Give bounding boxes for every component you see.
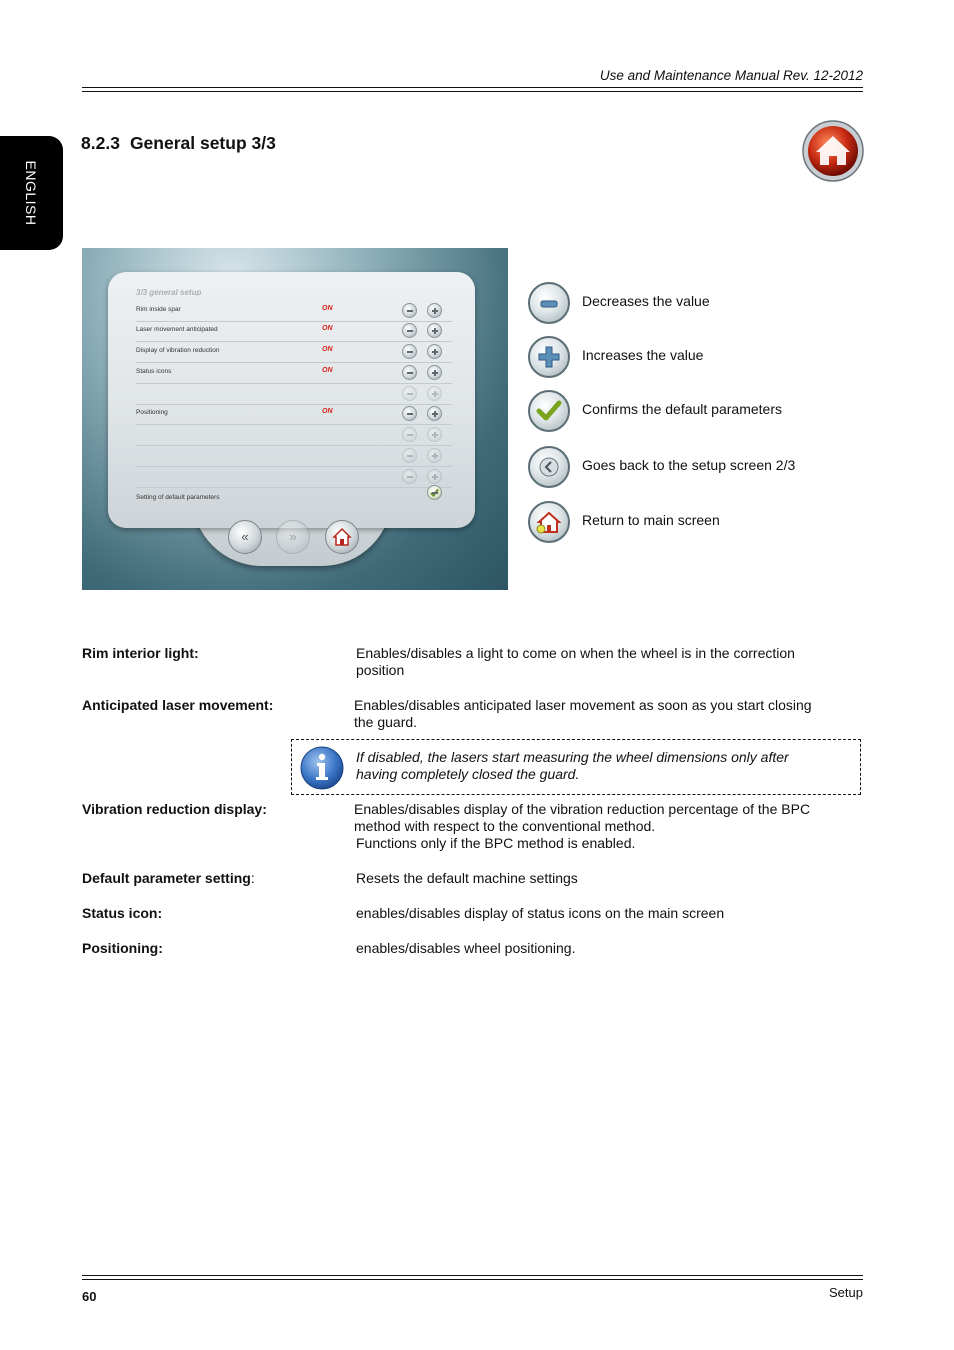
plus-icon xyxy=(530,338,568,376)
decrease-button[interactable] xyxy=(402,427,417,442)
screen-row-label: Status icons xyxy=(136,368,172,375)
decrease-button[interactable] xyxy=(402,365,417,380)
note-line-2: having completely closed the guard. xyxy=(356,766,580,782)
legend-text: Confirms the default parameters xyxy=(582,401,782,417)
legend-back-icon xyxy=(528,446,570,488)
definition-term-text: Vibration reduction display: xyxy=(82,801,267,817)
definition-description-line: Enables/disables display of the vibration reduction percentage of the BPC xyxy=(354,801,811,817)
definition-term xyxy=(82,697,273,713)
definition-term-text: Status icon: xyxy=(82,905,163,921)
legend-home-icon xyxy=(528,501,570,543)
decrease-button[interactable] xyxy=(402,344,417,359)
footer-rule-2 xyxy=(82,1279,863,1280)
decrease-button[interactable] xyxy=(402,406,417,421)
definition-description-line: Enables/disables anticipated laser movement as soon as you start closing xyxy=(354,697,812,713)
definition-description xyxy=(356,870,866,887)
screen-row-label: Display of vibration reduction xyxy=(136,347,220,354)
definition-term xyxy=(82,905,162,921)
language-label: ENGLISH xyxy=(23,160,39,226)
screen-row-value: ON xyxy=(322,305,333,312)
screen-row-label: Laser movement anticipated xyxy=(136,326,218,333)
default-row-label: Setting of default parameters xyxy=(136,494,220,501)
legend-text: Goes back to the setup screen 2/3 xyxy=(582,457,796,473)
definition-description xyxy=(354,801,864,852)
forward-icon: » xyxy=(289,529,297,544)
definition-description-line: Resets the default machine settings xyxy=(356,870,578,886)
back-icon: « xyxy=(241,529,249,544)
screen-row-label: Positioning xyxy=(136,409,168,416)
definition-term xyxy=(82,645,199,661)
header-rule xyxy=(82,87,863,88)
increase-button[interactable] xyxy=(427,448,442,463)
page-number: 60 xyxy=(82,1289,97,1304)
legend-text: Return to main screen xyxy=(582,512,720,528)
screen-title: 3/3 general setup xyxy=(136,288,202,297)
definition-term-suffix: : xyxy=(250,870,255,886)
setup-screenshot xyxy=(82,248,508,590)
definition-description xyxy=(356,645,866,679)
increase-button[interactable] xyxy=(427,344,442,359)
definition-description xyxy=(354,697,864,731)
footer-rule xyxy=(82,1275,863,1276)
increase-button[interactable] xyxy=(427,427,442,442)
legend-text: Increases the value xyxy=(582,347,704,363)
definition-description-line: enables/disables wheel positioning. xyxy=(356,940,576,956)
screen-row-label: Rim inside spar xyxy=(136,306,181,313)
info-note xyxy=(291,739,861,795)
increase-button[interactable] xyxy=(427,323,442,338)
confirm-defaults-button[interactable] xyxy=(427,485,442,500)
increase-button[interactable] xyxy=(427,365,442,380)
screen-row-value: ON xyxy=(322,367,333,374)
definition-description-line: enables/disables display of status icons on the main screen xyxy=(356,905,725,921)
definition-description-line: the guard. xyxy=(354,714,418,730)
definition-description-line: Functions only if the BPC method is enabled. xyxy=(356,835,636,851)
legend-text: Decreases the value xyxy=(582,293,710,309)
note-text xyxy=(356,749,826,783)
home-icon xyxy=(802,120,864,182)
back-button[interactable] xyxy=(228,520,262,554)
definition-term-text: Rim interior light: xyxy=(82,645,199,661)
default-row xyxy=(136,488,452,509)
house-icon xyxy=(326,521,358,553)
screen-row-value: ON xyxy=(322,346,333,353)
increase-button[interactable] xyxy=(427,406,442,421)
info-icon xyxy=(300,746,344,790)
definition-term xyxy=(82,801,267,817)
legend-plus-icon xyxy=(528,336,570,378)
language-tab xyxy=(0,136,63,250)
decrease-button[interactable] xyxy=(402,469,417,484)
definition-term xyxy=(82,870,255,886)
definition-term xyxy=(82,940,163,956)
definition-description-line: Enables/disables a light to come on when the wheel is in the correction xyxy=(356,645,795,661)
definition-description xyxy=(356,905,866,922)
decrease-button[interactable] xyxy=(402,448,417,463)
home-icon xyxy=(530,503,568,541)
header-rule-2 xyxy=(82,91,863,92)
definition-term-text: Default parameter setting xyxy=(82,870,251,886)
checkmark-icon xyxy=(530,392,568,430)
decrease-button[interactable] xyxy=(402,386,417,401)
definition-description xyxy=(356,940,866,957)
legend-minus-icon xyxy=(528,282,570,324)
section-title-text: General setup 3/3 xyxy=(129,133,276,153)
definition-description-line: method with respect to the conventional method. xyxy=(354,818,656,834)
section-number: 8.2.3 xyxy=(81,133,120,153)
minus-icon xyxy=(530,284,568,322)
definition-term-text: Anticipated laser movement: xyxy=(82,697,274,713)
decrease-button[interactable] xyxy=(402,323,417,338)
main-screen-button[interactable] xyxy=(325,520,359,554)
increase-button[interactable] xyxy=(427,303,442,318)
increase-button[interactable] xyxy=(427,386,442,401)
checkmark-icon xyxy=(428,486,441,499)
definition-term-text: Positioning: xyxy=(82,940,163,956)
manual-title: Use and Maintenance Manual Rev. 12-2012 xyxy=(599,68,863,83)
legend-checkmark-icon xyxy=(528,390,570,432)
back-icon xyxy=(530,448,568,486)
section-title xyxy=(81,133,276,154)
footer-section: Setup xyxy=(829,1285,863,1300)
screen-row-value: ON xyxy=(322,325,333,332)
increase-button[interactable] xyxy=(427,469,442,484)
note-line-1: If disabled, the lasers start measuring the wheel dimensions only after xyxy=(356,749,789,765)
definition-description-line: position xyxy=(356,662,405,678)
forward-button[interactable] xyxy=(276,520,310,554)
decrease-button[interactable] xyxy=(402,303,417,318)
screen-row-value: ON xyxy=(322,408,333,415)
